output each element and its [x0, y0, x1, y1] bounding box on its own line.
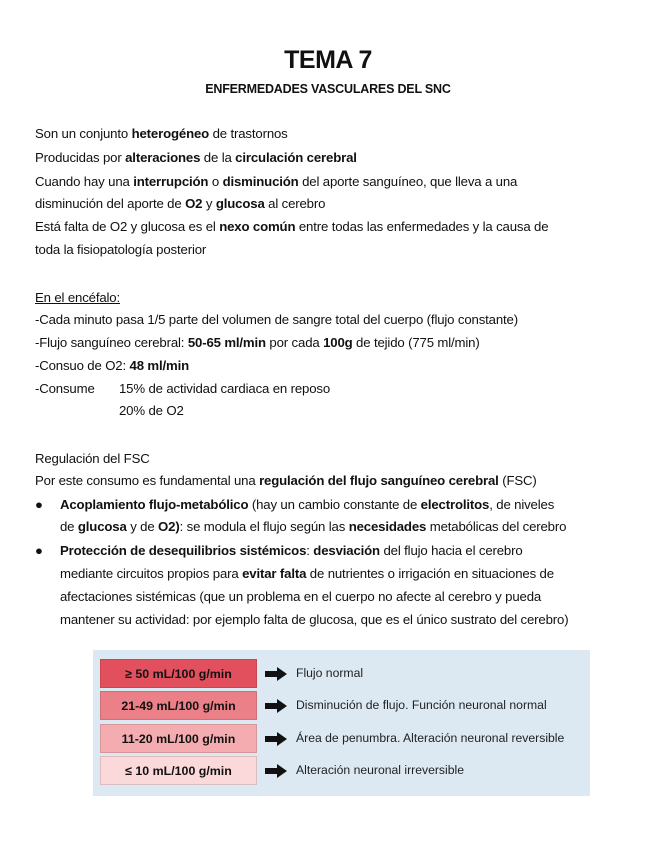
- regulacion-line-1: Por este consumo es fundamental una regulación del flujo sanguíneo cerebral (FSC): [35, 473, 537, 488]
- flow-desc-reduced: Disminución de flujo. Función neuronal normal: [296, 698, 547, 712]
- right-arrow-icon: [265, 667, 287, 681]
- page-subtitle: ENFERMEDADES VASCULARES DEL SNC: [205, 82, 451, 96]
- regulacion-heading: Regulación del FSC: [35, 451, 150, 466]
- encefalo-heading: En el encéfalo:: [35, 290, 120, 305]
- encefalo-line-1: -Cada minuto pasa 1/5 parte del volumen de sangre total del cuerpo (flujo constante): [35, 312, 518, 327]
- bullet-2-line-1: Protección de desequilibrios sistémicos: desviación del flujo hacia el cerebro: [60, 543, 523, 558]
- right-arrow-icon: [265, 764, 287, 778]
- flow-level-reduced: 21-49 mL/100 g/min: [100, 691, 257, 720]
- flow-desc-irreversible: Alteración neuronal irreversible: [296, 763, 465, 777]
- flow-level-normal: ≥ 50 mL/100 g/min: [100, 659, 257, 688]
- intro-line-5: Está falta de O2 y glucosa es el nexo común entre todas las enfermedades y la causa de: [35, 219, 549, 234]
- page-title: TEMA 7: [284, 46, 372, 74]
- flow-level-penumbra: 11-20 mL/100 g/min: [100, 724, 257, 753]
- intro-line-4: disminución del aporte de O2 y glucosa al cerebro: [35, 196, 326, 211]
- bullet-2-line-4: mantener su actividad: por ejemplo falta de glucosa, que es el único sustrato del cerebro): [60, 612, 569, 627]
- cerebral-flow-table: [93, 650, 590, 796]
- encefalo-line-4: -Consume 15% de actividad cardiaca en reposo: [35, 381, 331, 396]
- bullet-1: ●: [35, 497, 43, 512]
- intro-line-1: Son un conjunto heterogéneo de trastornos: [35, 126, 288, 141]
- encefalo-line-5: 20% de O2: [119, 403, 184, 418]
- encefalo-line-2: -Flujo sanguíneo cerebral: 50-65 ml/min por cada 100g de tejido (775 ml/min): [35, 335, 480, 350]
- bullet-2: ●: [35, 543, 43, 558]
- right-arrow-icon: [265, 732, 287, 746]
- intro-line-2: Producidas por alteraciones de la circulación cerebral: [35, 150, 357, 165]
- bullet-1-line-2: de glucosa y de O2): se modula el flujo según las necesidades metabólicas del cerebro: [60, 519, 567, 534]
- bullet-1-line-1: Acoplamiento flujo-metabólico (hay un cambio constante de electrolitos, de niveles: [60, 497, 555, 512]
- intro-line-3: Cuando hay una interrupción o disminución del aporte sanguíneo, que lleva a una: [35, 174, 518, 189]
- flow-desc-normal: Flujo normal: [296, 666, 364, 680]
- flow-desc-penumbra: Área de penumbra. Alteración neuronal reversible: [296, 731, 565, 745]
- encefalo-line-3: -Consuo de O2: 48 ml/min: [35, 358, 189, 373]
- bullet-2-line-3: afectaciones sistémicas (que un problema en el cuerpo no afecte al cerebro y pueda: [60, 589, 542, 604]
- right-arrow-icon: [265, 699, 287, 713]
- intro-line-6: toda la fisiopatología posterior: [35, 242, 207, 257]
- bullet-2-line-2: mediante circuitos propios para evitar falta de nutrientes o irrigación en situaciones de: [60, 566, 554, 581]
- flow-level-irreversible: ≤ 10 mL/100 g/min: [100, 756, 257, 785]
